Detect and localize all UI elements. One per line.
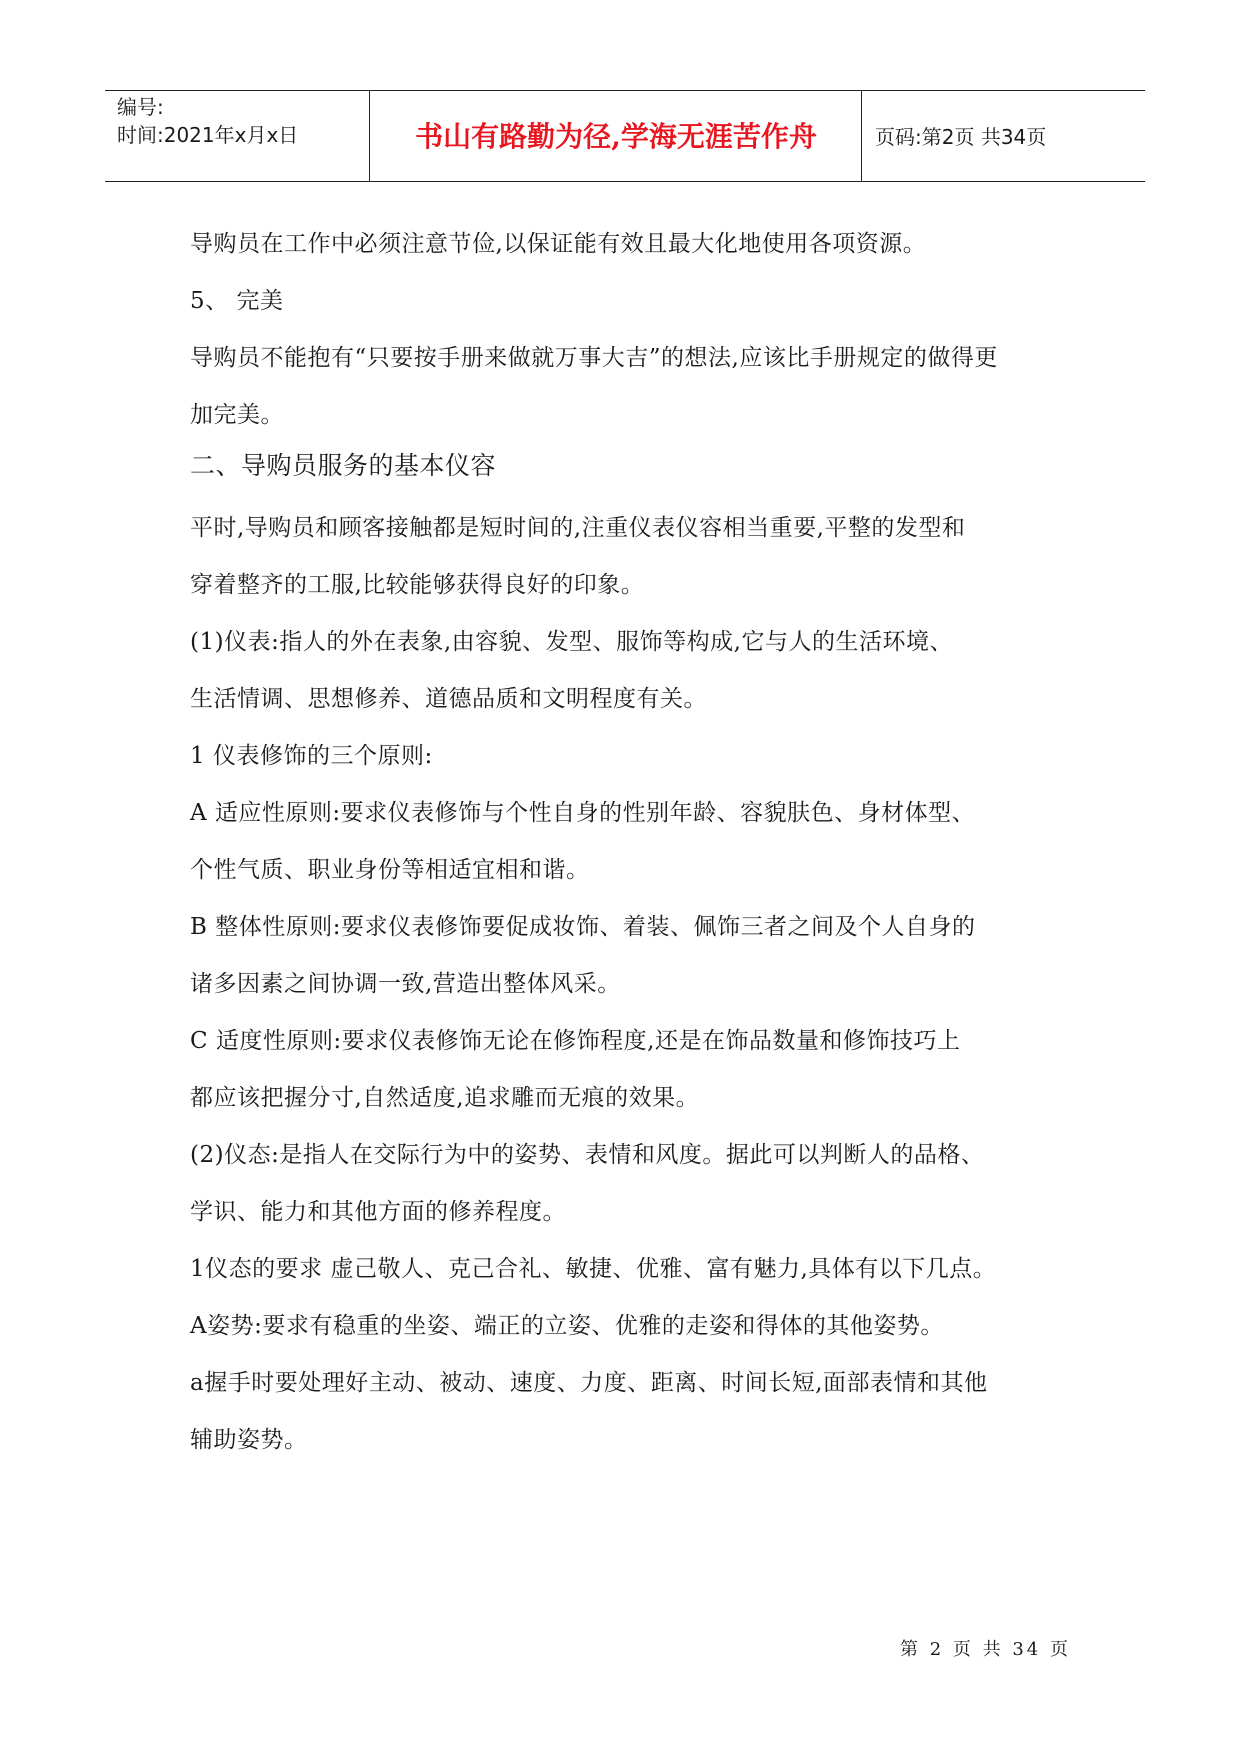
text-line: 导购员在工作中必须注意节俭,以保证能有效且最大化地使用各项资源。 bbox=[190, 231, 927, 257]
text-line: 辅助姿势。 bbox=[190, 1427, 308, 1453]
header-page-label: 页码:第2页 共34页 bbox=[875, 125, 1047, 149]
text-line: B 整体性原则:要求仪表修饰要促成妆饰、着装、佩饰三者之间及个人自身的 bbox=[190, 914, 976, 940]
text-line: A姿势:要求有稳重的坐姿、端正的立姿、优雅的走姿和得体的其他姿势。 bbox=[190, 1313, 944, 1339]
text-line: C 适度性原则:要求仪表修饰无论在修饰程度,还是在饰品数量和修饰技巧上 bbox=[190, 1028, 961, 1054]
list-heading-perfection: 5、 完美 bbox=[190, 288, 284, 314]
header-number-label: 编号: bbox=[117, 95, 164, 119]
header-time-label: 时间:2021年x月x日 bbox=[117, 123, 299, 147]
section-heading: 二、导购员服务的基本仪容 bbox=[190, 451, 497, 480]
text-line: A 适应性原则:要求仪表修饰与个性自身的性别年龄、容貌肤色、身材体型、 bbox=[190, 800, 976, 826]
text-line: 导购员不能抱有“只要按手册来做就万事大吉”的想法,应该比手册规定的做得更 bbox=[190, 345, 998, 371]
text-line: 1 仪表修饰的三个原则: bbox=[190, 743, 433, 769]
header-meta bbox=[117, 93, 298, 149]
text-line: 加完美。 bbox=[190, 402, 284, 428]
text-line: 穿着整齐的工服,比较能够获得良好的印象。 bbox=[190, 572, 645, 598]
text-line: (1)仪表:指人的外在表象,由容貌、发型、服饰等构成,它与人的生活环境、 bbox=[190, 629, 953, 655]
text-line: a握手时要处理好主动、被动、速度、力度、距离、时间长短,面部表情和其他 bbox=[190, 1370, 988, 1396]
page-header bbox=[105, 90, 1145, 182]
text-line: 个性气质、职业身份等相适宜相和谐。 bbox=[190, 857, 590, 883]
text-line: 1仪态的要求 虚己敬人、克己合礼、敏捷、优雅、富有魅力,具体有以下几点。 bbox=[190, 1256, 997, 1282]
header-motto: 书山有路勤为径,学海无涯苦作舟 bbox=[415, 120, 817, 153]
text-line: 生活情调、思想修养、道德品质和文明程度有关。 bbox=[190, 686, 707, 712]
header-divider-right bbox=[861, 91, 862, 181]
header-divider-left bbox=[369, 91, 370, 181]
text-line: 诸多因素之间协调一致,营造出整体风采。 bbox=[190, 971, 621, 997]
text-line: 平时,导购员和顾客接触都是短时间的,注重仪表仪容相当重要,平整的发型和 bbox=[190, 515, 966, 541]
text-line: (2)仪态:是指人在交际行为中的姿势、表情和风度。据此可以判断人的品格、 bbox=[190, 1142, 985, 1168]
text-line: 都应该把握分寸,自然适度,追求雕而无痕的效果。 bbox=[190, 1085, 700, 1111]
text-line: 学识、能力和其他方面的修养程度。 bbox=[190, 1199, 566, 1225]
page-footer: 第 2 页 共 34 页 bbox=[900, 1639, 1071, 1660]
